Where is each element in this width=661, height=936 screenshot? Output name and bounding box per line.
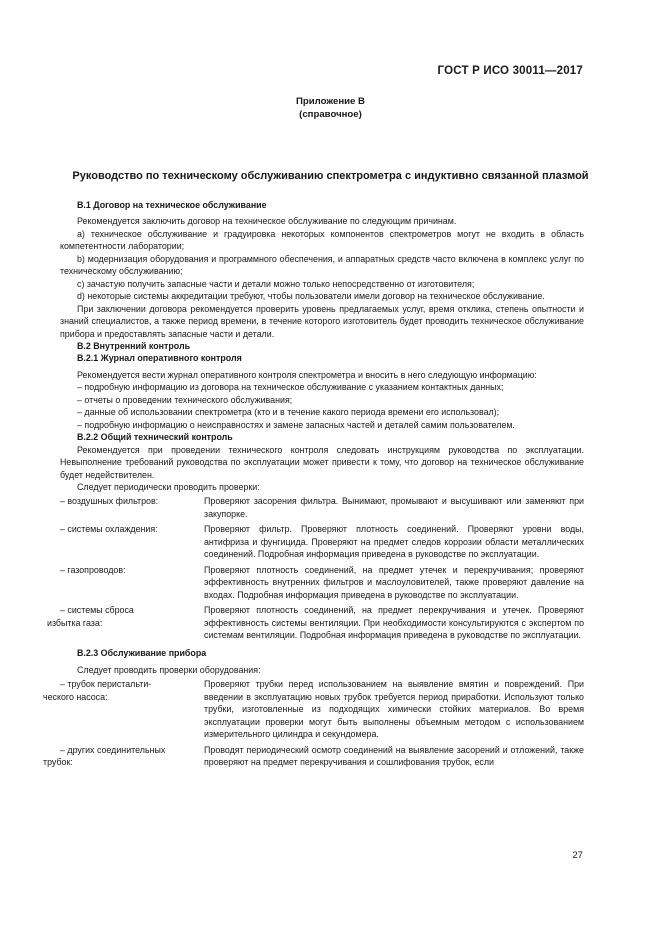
paragraph: Следует периодически проводить проверки: [77, 481, 260, 492]
check-row [47, 604, 584, 641]
check-term [60, 523, 204, 560]
annex-note: (справочное) [299, 109, 362, 120]
standard-code: ГОСТ Р ИСО 30011—2017 [437, 65, 583, 77]
list-item: – подробную информацию из договора на техническое обслуживание с указанием контактных данных; [77, 382, 504, 393]
subsection-heading: В.2.2 Общий технический контроль [77, 432, 233, 443]
paragraph: Рекомендуется при проведении технического контроля следовать инструкциям руководства по эксплуатации. Невыполнение требований руководства по эксплуатации может привести к тому, что договор на техническое обслуживание будет недействителен. [60, 444, 584, 480]
list-item: – отчеты о проведении технического обслуживания; [77, 394, 293, 405]
check-term [60, 495, 204, 520]
paragraph: Рекомендуется заключить договор на техническое обслуживание по следующим причинам. [77, 216, 457, 227]
annex-title: Приложение В [296, 96, 365, 107]
check-desc: Проверяют трубки перед использованием на выявление вмятин и повреждений. При введении в эксплуатацию новых трубок требуется период приработки. Используют только трубки, изготовленные из подходящих химически стойких материалов. Во время эксплуатации проверки могут быть выполнены объемным методом с использованием измерительного цилиндра и секундомера. [204, 679, 584, 740]
list-item: – подробную информацию о неисправностях и замене запасных частей и деталей самим пользователем. [77, 419, 515, 430]
document-body [43, 199, 584, 768]
check-term-line: – газопроводов: [60, 564, 126, 575]
check-term [47, 604, 204, 641]
check-row [60, 495, 584, 520]
check-row [60, 564, 584, 601]
list-item: – данные об использовании спектрометра (кто и в течение какого периода времени его использовал); [77, 407, 500, 418]
check-term-line: – других соединительных [60, 744, 166, 755]
subsection-heading: В.2.3 Обслуживание прибора [77, 648, 207, 659]
check-term [60, 564, 204, 601]
check-term [43, 744, 204, 769]
check-row [43, 678, 584, 740]
check-desc: Проверяют засорения фильтра. Вынимают, промывают и высушивают или заменяют при закупорке. [204, 496, 584, 519]
section-heading: В.2 Внутренний контроль [77, 340, 191, 351]
check-term-line: трубок: [43, 757, 73, 768]
list-item: а) техническое обслуживание и градуировка некоторых компонентов спектрометров могут не входить в область компетентности лаборатории; [60, 228, 584, 252]
document-title: Руководство по техническому обслуживанию спектрометра с индуктивно связанной плазмой [72, 170, 589, 182]
paragraph: Рекомендуется вести журнал оперативного контроля спектрометра и вносить в него следующую информацию: [77, 369, 537, 380]
check-term-line: – системы сброса [60, 605, 134, 616]
check-term-line: ческого насоса: [43, 691, 108, 702]
check-term-line: – трубок перистальти- [60, 679, 152, 690]
paragraph: При заключении договора рекомендуется проверить уровень предлагаемых услуг, время отклика, степень опытности и знаний специалистов, а также период времени, в течение которого изготовитель будет проводить техническое обслуживание прибора и предоставлять запасные части и детали. [60, 303, 584, 339]
check-row [43, 744, 584, 769]
check-term-line: – системы охлаждения: [60, 524, 158, 535]
page-number: 27 [572, 850, 583, 861]
list-item: b) модернизация оборудования и программного обеспечения, и аппаратных средств часто включена в комплекс услуг по техническому обслуживанию; [60, 253, 584, 277]
list-item: d) некоторые системы аккредитации требуют, чтобы пользователи имели договор на техническое обслуживание. [77, 291, 545, 302]
check-desc: Проверяют фильтр. Проверяют плотность соединений. Проверяют уровни воды, антифриза и фунгицида. Проверяют на предмет следов коррозии области металлических соединений. Подробная информация приведена в руководстве по эксплуатации. [204, 524, 584, 560]
subsection-heading: В.2.1 Журнал оперативного контроля [77, 353, 242, 364]
check-term-line: – воздушных фильтров: [60, 496, 159, 507]
check-desc: Проверяют плотность соединений, на предмет перекручивания и утечек. Проверяют эффективность системы вентиляции. При необходимости консультируются с экспертом по системам вентиляции. Подробная информация приведена в руководстве по эксплуатации. [204, 605, 584, 640]
annex-header [0, 95, 661, 121]
list-item: с) зачастую получить запасные части и детали можно только непосредственно от изготовителя; [77, 278, 475, 289]
section-heading: В.1 Договор на техническое обслуживание [77, 200, 267, 210]
check-desc: Проводят периодический осмотр соединений на выявление засорений и отложений, также проверяют на предмет перекручивания и сошлифования трубок, если [204, 744, 584, 768]
paragraph: Следует проводить проверки оборудования: [77, 664, 261, 675]
check-desc: Проверяют плотность соединений, на предмет утечек и перекручивания; проверяют эффективность внутренних фильтров и маслоуловителей, также проверяют давление на входах. Подробная информация приведена в руководстве по эксплуатации. [204, 564, 584, 600]
check-term [43, 678, 204, 740]
check-row [60, 523, 584, 560]
check-term-line: избытка газа: [47, 617, 103, 628]
